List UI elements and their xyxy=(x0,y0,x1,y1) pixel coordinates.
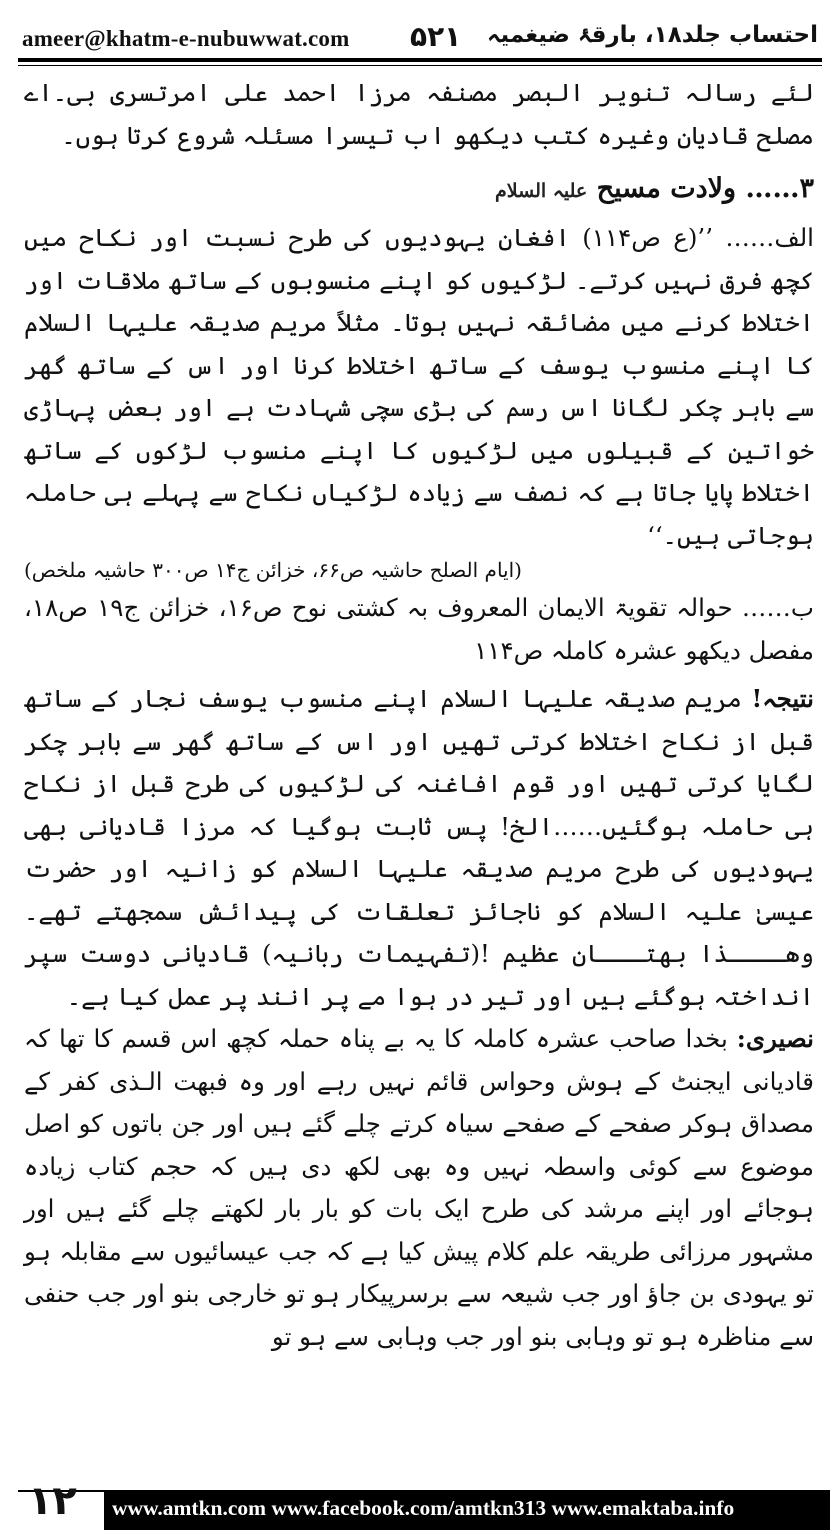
paragraph-be: ب…… حوالہ تقویۃ الایمان المعروف بہ کشتی نوح ص۱۶، خزائن ج۱۹ ص۱۸، مفصل دیکھو عشرہ کاملہ ص۱۱۴ xyxy=(24,593,814,665)
naseeri-lead: نصیری: xyxy=(736,1024,814,1053)
footer-links: www.amtkn.com www.facebook.com/amtkn313 www.emaktaba.info xyxy=(112,1496,735,1520)
paragraph-conclusion xyxy=(24,678,814,1018)
header-page-number: ۵۲۱ xyxy=(410,20,462,53)
naseeri-text: بخدا صاحب عشرہ کاملہ کا یہ بے پناہ حملہ کچھ اس قسم کا تھا کہ قادیانی ایجنٹ کے ہوش وحواس قائم نہیں رہے اور وہ فبھت الـذی کفر کے مصداق ہوکر صفحے کے صفحے سیاہ کرتے چلے گئے ہیں اور جن باتوں کو اصل موضوع سے کوئی واسطہ نہیں وہ بھی لکھ دی ہیں کہ حجم کتاب زیادہ ہوجائے اور اپنے مرشد کی طرح ایک بات کو بار بار لکھتے چلے گئے ہیں اور مشہور مرزائی طریقہ علم کلام پیش کیا ہے کہ جب عیسائیوں سے مقابلہ ہو تو یہودی بن جاؤ اور جب شیعہ سے برسرپیکار ہو تو خارجی بنو اور جب حنفی سے مناظرہ ہو تو وہابی بنو اور جب وہابی سے ہو تو xyxy=(24,1024,814,1351)
heading-honorific: علیہ السلام xyxy=(495,180,588,202)
header-rule-thin xyxy=(18,65,822,66)
header-rule-thick xyxy=(18,58,822,62)
section-heading xyxy=(24,163,814,217)
footer-page-number: ۱۲ xyxy=(28,1478,77,1524)
header-book-title: احتساب جلد۱۸، بارقۂ ضیغمیہ xyxy=(486,22,818,48)
reference-citation: (ایام الصلح حاشیہ ص۶۶، خزائن ج۱۴ ص۳۰۰ حاشیہ ملخص) xyxy=(24,558,522,582)
header-email: ameer@khatm-e-nubuwwat.com xyxy=(22,26,350,51)
conclusion-text: مریم صدیقہ علیہا السلام اپنے منسوب یوسف نجار کے ساتھ قبل از نکاح اختلاط کرتی تھیں اور اس کے ساتھ گھر سے باہر چکر لگایا کرتی تھیں اور قوم افاغنہ کی لڑکیوں کی طرح قبل از نکاح ہی حاملہ ہوگئیں……الخ! پس ثابت ہوگیا کہ مرزا قادیانی بھی یہودیوں کی طرح مریم صدیقہ علیہا السلام کو زانیہ اور حضرت عیسیٰ علیہ السلام کو ناجائز تعلقات کی پیدائش سمجھتے تھے۔ وھــــذا بھتـــان عظیم !(تفہیمات ربانیہ) قادیانی دوست سپر انداختہ ہوگئے ہیں اور تیر در ہوا مے پر انند پر عمل کیا ہے۔ xyxy=(24,684,814,1011)
section-heading-text: ۳…… ولادت مسیح xyxy=(596,173,814,204)
paragraph-alif-text: الف…… ’’(ع ص۱۱۴) افغان یہودیوں کی طرح نسبت اور نکاح میں کچھ فرق نہیں کرتے۔ لڑکیوں کو اپنے منسوبوں کے ساتھ ملاقات اور اختلاط کرنے میں مضائقہ نہیں ہوتا۔ مثلاً مریم صدیقہ علیہا السلام کا اپنے منسوب یوسف کے ساتھ اختلاط کرنا اور اس کے ساتھ گھر سے باہر چکر لگانا اس رسم کی بڑی سچی شہادت ہے اور بعض پہاڑی خواتین کے قبیلوں میں لڑکیوں کا اپنے منسوب لڑکوں کے ساتھ اختلاط پایا جاتا ہے کہ نصف سے زیادہ لڑکیاں نکاح سے پہلے ہی حاملہ ہوجاتی ہیں۔‘‘ xyxy=(24,223,814,550)
paragraph-naseeri xyxy=(24,1018,814,1358)
page-header xyxy=(18,18,822,58)
paragraph-alif xyxy=(24,217,814,587)
conclusion-lead: نتیجہ! xyxy=(751,684,814,713)
page-body xyxy=(24,72,814,1358)
paragraph-intro: لئے رسالہ تنویر البصر مصنفہ مرزا احمد علی امرتسری بی۔اے مصلح قادیان وغیرہ کتب دیکھو اب تیسرا مسئلہ شروع کرتا ہوں۔ xyxy=(24,78,814,150)
